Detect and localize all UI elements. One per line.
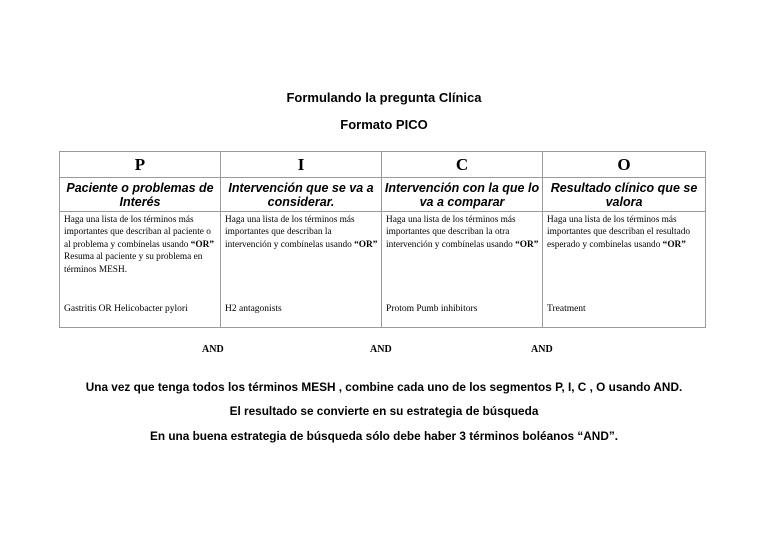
pico-cell-p: [60, 212, 221, 328]
and-connector: AND: [370, 344, 392, 355]
pico-cell-i: [221, 212, 382, 328]
page-title: Formulando la pregunta Clínica: [286, 90, 482, 105]
pico-or-c: “OR”: [515, 239, 539, 250]
pico-cell-c: [382, 212, 543, 328]
pico-desc-p: Haga una lista de los términos más importantes que describan al paciente o al problema y combínelas usando: [64, 215, 211, 250]
pico-or-o: “OR”: [662, 239, 686, 250]
pico-header-o: Resultado clínico que se valora: [543, 178, 706, 212]
pico-cell-o: [543, 212, 706, 328]
pico-or-i: “OR”: [354, 239, 378, 250]
pico-or-p: “OR”: [190, 239, 215, 250]
pico-content-row: [60, 212, 706, 328]
pico-desc-c: Haga una lista de los términos más importantes que describan la otra intervención y combínelas usando: [386, 215, 516, 250]
pico-example-p: Gastritis OR Helicobacter pylori: [64, 304, 188, 314]
pico-letter-c: C: [382, 152, 543, 178]
pico-letter-row: [60, 152, 706, 178]
pico-desc-post-p: Resuma al paciente y su problema en términos MESH.: [64, 252, 203, 275]
pico-example-o: Treatment: [547, 304, 586, 314]
page-subtitle: Formato PICO: [340, 117, 428, 132]
pico-example-c: Protom Pumb inhibitors: [386, 304, 478, 314]
and-connector: AND: [202, 344, 224, 355]
pico-desc-o: Haga una lista de los términos más importantes que describan el resultado esperado y combínelas usando: [547, 215, 691, 250]
pico-letter-p: P: [60, 152, 221, 178]
pico-table: [59, 151, 706, 328]
pico-header-row: [60, 178, 706, 212]
and-connector: AND: [531, 344, 553, 355]
pico-letter-i: I: [221, 152, 382, 178]
pico-example-i: H2 antagonists: [225, 304, 282, 314]
pico-header-p: Paciente o problemas de Interés: [60, 178, 221, 212]
instruction-note: Una vez que tenga todos los términos MESH , combine cada uno de los segmentos P, I, C , O usando AND.: [85, 380, 683, 394]
pico-desc-i: Haga una lista de los términos más importantes que describan la intervención y combínelas usando: [225, 215, 355, 250]
instruction-note: En una buena estrategia de búsqueda sólo debe haber 3 términos boléanos “AND”.: [149, 429, 619, 443]
pico-header-i: Intervención que se va a considerar.: [221, 178, 382, 212]
pico-letter-o: O: [543, 152, 706, 178]
instruction-note: El resultado se convierte en su estrategia de búsqueda: [229, 404, 539, 418]
pico-header-c: Intervención con la que lo va a comparar: [382, 178, 543, 212]
